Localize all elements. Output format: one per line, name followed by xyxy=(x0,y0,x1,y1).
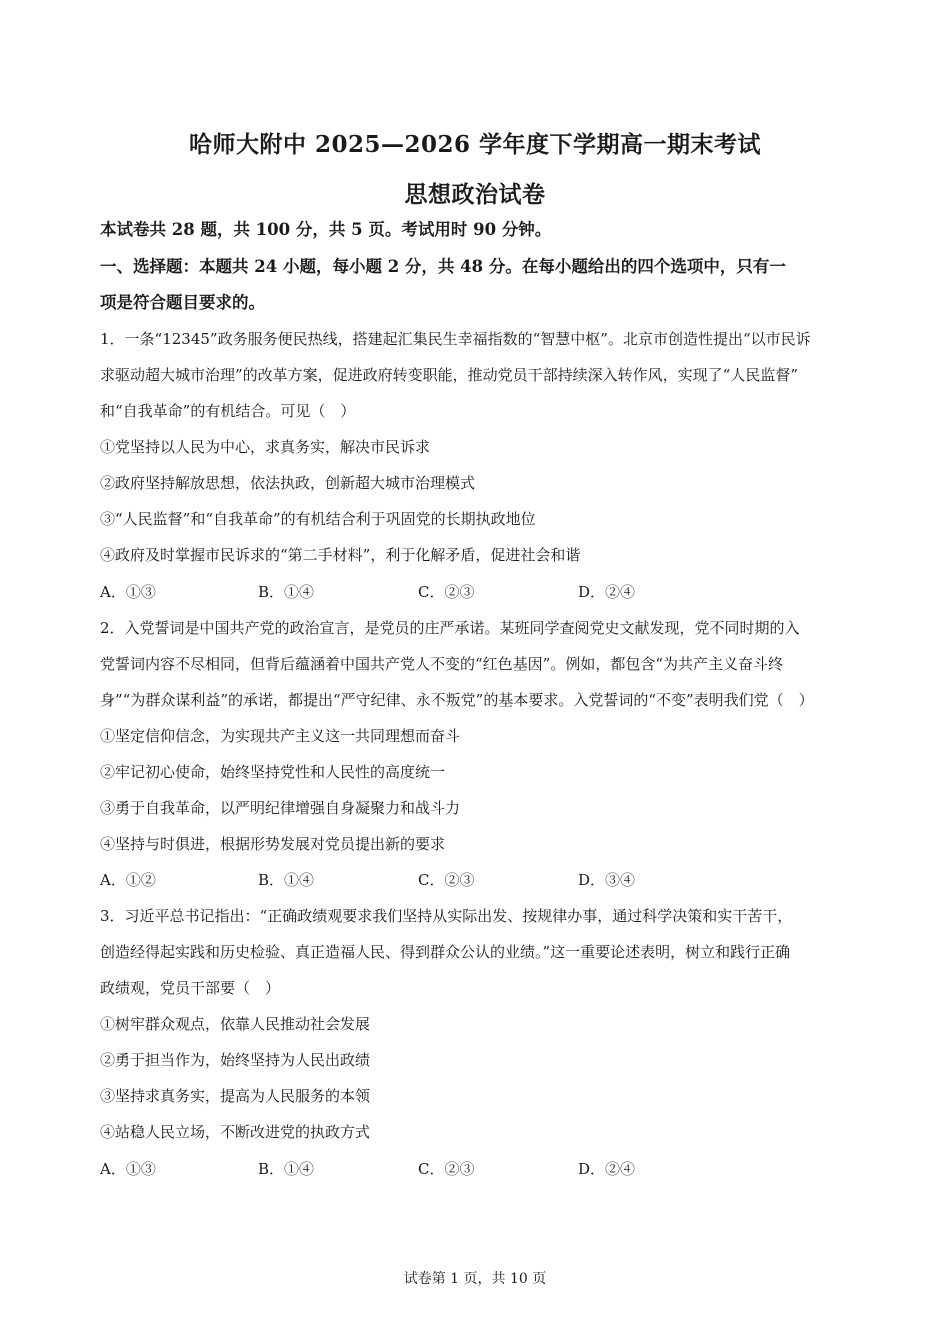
question-2-item-3: ③勇于自我革命，以严明纪律增强自身凝聚力和战斗力 xyxy=(100,799,461,817)
question-3-stem-line-2: 创造经得起实践和历史检验、真正造福人民、得到群众公认的业绩。”这一重要论述表明，树立和践行正确 xyxy=(100,943,791,961)
question-3-item-4: ④站稳人民立场，不断改进党的执政方式 xyxy=(100,1123,371,1141)
question-1-option-c: C．②③ xyxy=(418,583,475,601)
exam-info: 本试卷共 28 题，共 100 分，共 5 页。考试用时 90 分钟。 xyxy=(100,220,552,239)
question-3-options xyxy=(100,1158,860,1180)
question-2-item-1: ①坚定信仰信念，为实现共产主义这一共同理想而奋斗 xyxy=(100,727,461,745)
question-2-item-2: ②牢记初心使命，始终坚持党性和人民性的高度统一 xyxy=(100,763,446,781)
question-1-option-d: D．②④ xyxy=(578,583,636,601)
question-3-stem-line-3: 政绩观，党员干部要（ ） xyxy=(100,979,281,997)
question-3-stem-line-1: 3．习近平总书记指出：“正确政绩观要求我们坚持从实际出发、按规律办事，通过科学决策和实干苦干， xyxy=(100,907,793,925)
exam-title: 哈师大附中 2025—2026 学年度下学期高一期末考试 xyxy=(188,131,762,158)
question-1-options xyxy=(100,581,860,603)
question-2-option-a: A．①② xyxy=(100,871,156,889)
question-3-item-2: ②勇于担当作为，始终坚持为人民出政绩 xyxy=(100,1051,371,1069)
section-heading-line-2: 项是符合题目要求的。 xyxy=(100,293,265,312)
question-2-stem-line-1: 2．入党誓词是中国共产党的政治宣言，是党员的庄严承诺。某班同学查阅党史文献发现，党不同时期的入 xyxy=(100,619,800,637)
question-3-option-b: B．①④ xyxy=(258,1160,315,1178)
question-1-stem-line-3: 和“自我革命”的有机结合。可见（ ） xyxy=(100,402,356,420)
question-2-option-b: B．①④ xyxy=(258,871,315,889)
question-3-option-d: D．②④ xyxy=(578,1160,636,1178)
question-2-options xyxy=(100,869,860,891)
question-1-item-4: ④政府及时掌握市民诉求的“第二手材料”，利于化解矛盾，促进社会和谐 xyxy=(100,546,581,564)
question-1-item-3: ③“人民监督”和“自我革命”的有机结合利于巩固党的长期执政地位 xyxy=(100,510,536,528)
question-2-stem-line-3: 身”“为群众谋利益”的承诺，都提出“严守纪律、永不叛党”的基本要求。入党誓词的“不变”表明我们党（ ） xyxy=(100,691,814,709)
question-3-item-3: ③坚持求真务实，提高为人民服务的本领 xyxy=(100,1087,371,1105)
page-footer: 试卷第 1 页，共 10 页 xyxy=(403,1271,547,1287)
question-2-option-c: C．②③ xyxy=(418,871,475,889)
question-3-option-c: C．②③ xyxy=(418,1160,475,1178)
question-1-option-b: B．①④ xyxy=(258,583,315,601)
section-heading-line-1: 一、选择题：本题共 24 小题，每小题 2 分，共 48 分。在每小题给出的四个选项中，只有一 xyxy=(100,257,786,276)
question-3-item-1: ①树牢群众观点，依靠人民推动社会发展 xyxy=(100,1015,371,1033)
question-2-item-4: ④坚持与时俱进，根据形势发展对党员提出新的要求 xyxy=(100,835,446,853)
question-1-item-2: ②政府坚持解放思想，依法执政，创新超大城市治理模式 xyxy=(100,474,476,492)
exam-subtitle: 思想政治试卷 xyxy=(404,181,546,208)
question-2-stem-line-2: 党誓词内容不尽相同，但背后蕴涵着中国共产党人不变的“红色基因”。例如，都包含“为共产主义奋斗终 xyxy=(100,655,784,673)
question-1-item-1: ①党坚持以人民为中心，求真务实，解决市民诉求 xyxy=(100,438,431,456)
question-1-option-a: A．①③ xyxy=(100,583,156,601)
question-3-option-a: A．①③ xyxy=(100,1160,156,1178)
question-1-stem-line-1: 1．一条“12345”政务服务便民热线，搭建起汇集民生幸福指数的“智慧中枢”。北京市创造性提出“以市民诉 xyxy=(100,330,811,348)
question-1-stem-line-2: 求驱动超大城市治理”的改革方案，促进政府转变职能，推动党员干部持续深入转作风，实现了“人民监督” xyxy=(100,366,799,384)
question-2-option-d: D．③④ xyxy=(578,871,636,889)
